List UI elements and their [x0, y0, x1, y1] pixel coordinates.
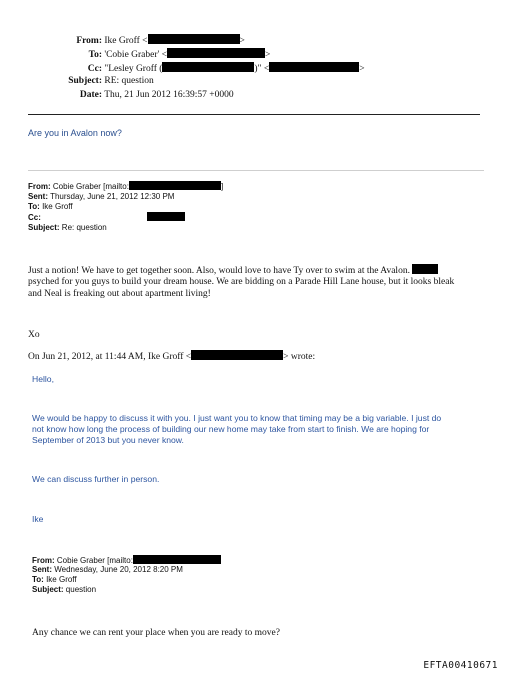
body-line1-text: Just a notion! We have to get together soon. Also, would love to have Ty over to swim at the Avalon. — [28, 266, 410, 276]
header-to-row — [0, 48, 270, 60]
msg2-signoff: Xo — [28, 330, 40, 340]
redaction-block — [191, 350, 283, 360]
document-id: EFTA00410671 — [423, 660, 498, 671]
redaction-block — [133, 555, 221, 564]
quote-end-text: > wrote: — [283, 352, 316, 362]
redaction-block — [269, 62, 359, 72]
msg2-cc-row — [28, 212, 185, 223]
header-date-row — [0, 90, 234, 100]
msg2-cc-label: Cc: — [28, 213, 41, 222]
quote-divider — [28, 170, 484, 171]
reply-text: Are you in Avalon now? — [28, 128, 122, 138]
subject-label: Subject: — [68, 76, 102, 86]
from-label: From: — [76, 36, 102, 46]
quoted-discuss: We can discuss further in person. — [32, 474, 160, 484]
quoted-para-line3: September of 2013 but you never know. — [32, 435, 184, 445]
cc-label: Cc: — [87, 64, 102, 74]
msg3-sent-row — [32, 565, 183, 575]
redaction-block — [412, 264, 438, 274]
redaction-block — [162, 62, 254, 72]
quote-intro-row — [28, 350, 315, 363]
msg3-from-value: Cobie Graber [mailto: — [56, 556, 133, 565]
redaction-block — [167, 48, 265, 58]
msg2-to-label: To: — [28, 202, 40, 211]
msg2-sent-row — [28, 192, 174, 202]
header-divider — [28, 114, 480, 115]
msg2-subject-label: Subject: — [28, 223, 60, 232]
cc-mid: )" < — [254, 64, 270, 74]
from-end: > — [239, 36, 245, 46]
msg3-subject-row — [32, 585, 96, 595]
redaction-block — [148, 34, 240, 44]
header-subject-row — [0, 76, 154, 86]
redaction-block — [129, 181, 224, 191]
msg2-from-label: From: — [28, 182, 51, 191]
msg3-sent-label: Sent: — [32, 565, 52, 574]
quoted-greeting: Hello, — [32, 374, 54, 384]
msg2-to-value: Ike Groff — [42, 202, 73, 211]
subject-value: RE: question — [104, 76, 154, 86]
msg3-from-label: From: — [32, 556, 55, 565]
quoted-para-line2: not know how long the process of building our new home may take from start to finish. We are hoping for — [32, 424, 430, 434]
to-label: To: — [88, 50, 102, 60]
cc-value: "Lesley Groff ( — [104, 64, 163, 74]
msg3-to-value: Ike Groff — [46, 575, 77, 584]
msg2-from-row — [28, 181, 223, 192]
to-end: > — [264, 50, 271, 60]
quote-intro-text: On Jun 21, 2012, at 11:44 AM, Ike Groff < — [28, 352, 192, 362]
msg3-subject-value: question — [65, 585, 97, 594]
msg3-sent-value: Wednesday, June 20, 2012 8:20 PM — [54, 565, 183, 574]
header-cc-row — [0, 62, 365, 74]
msg2-from-end: ] — [220, 182, 224, 191]
redaction-block — [147, 212, 185, 221]
header-from-row — [0, 34, 245, 46]
msg3-subject-label: Subject: — [32, 585, 64, 594]
date-value: Thu, 21 Jun 2012 16:39:57 +0000 — [104, 90, 234, 100]
quoted-sign: Ike — [32, 514, 44, 524]
msg2-sent-label: Sent: — [28, 192, 48, 201]
msg3-body: Any chance we can rent your place when you are ready to move? — [32, 628, 280, 638]
msg2-subject-value: Re: question — [61, 223, 107, 232]
msg2-sent-value: Thursday, June 21, 2012 12:30 PM — [50, 192, 175, 201]
to-value: 'Cobie Graber' < — [104, 50, 167, 60]
msg3-to-label: To: — [32, 575, 44, 584]
msg2-from-value: Cobie Graber [mailto: — [52, 182, 129, 191]
msg2-body-line3: and Neal is freaking out about apartment living! — [28, 289, 211, 299]
msg2-body-line2: psyched for you guys to build your dream house. We are bidding on a Parade Hill Lane house, but it looks bleak — [28, 277, 455, 287]
quoted-para-line1: We would be happy to discuss it with you. I just want you to know that timing may be a big variable. I just do — [32, 413, 442, 423]
msg2-subject-row — [28, 223, 107, 233]
cc-end: > — [359, 64, 365, 74]
msg2-to-row — [28, 202, 73, 212]
from-value: Ike Groff < — [104, 36, 148, 46]
date-label: Date: — [79, 90, 102, 100]
msg3-to-row — [32, 575, 77, 585]
